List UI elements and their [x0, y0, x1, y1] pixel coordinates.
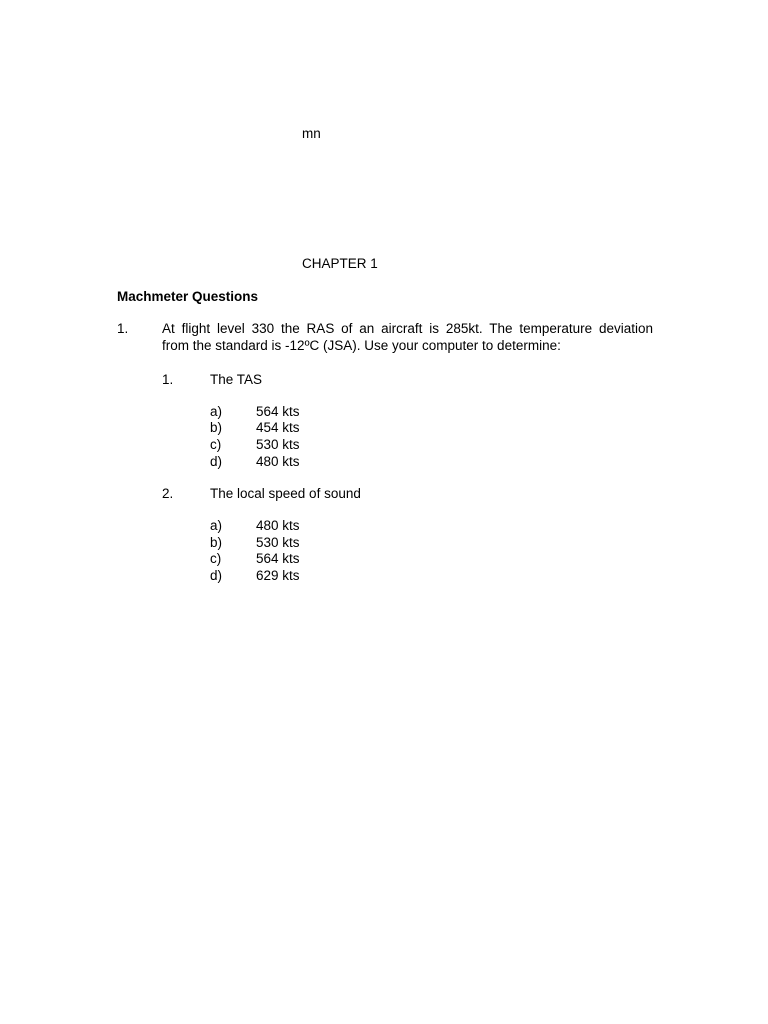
question-text-line: At flight level 330 the RAS of an aircraft is 285kt. The temperature deviation — [162, 321, 653, 336]
option-value: 454 kts — [256, 420, 300, 435]
option-value: 530 kts — [256, 437, 300, 452]
option-value: 480 kts — [256, 518, 300, 533]
option-letter: b) — [210, 535, 223, 550]
chapter-title: CHAPTER 1 — [302, 256, 378, 271]
option-letter: d) — [210, 568, 223, 583]
part-text: The local speed of sound — [210, 486, 361, 501]
option-letter: a) — [210, 404, 223, 419]
header-mark: mn — [302, 126, 321, 141]
option-value: 564 kts — [256, 404, 300, 419]
option-letter: b) — [210, 420, 223, 435]
section-title: Machmeter Questions — [117, 289, 259, 304]
option-value: 564 kts — [256, 551, 300, 566]
option-letter: c) — [210, 437, 222, 452]
option-value: 480 kts — [256, 454, 300, 469]
part-text: The TAS — [210, 372, 263, 387]
question-text — [162, 321, 653, 355]
option-letter: c) — [210, 551, 222, 566]
option-letter: a) — [210, 518, 223, 533]
option-value: 629 kts — [256, 568, 300, 583]
part-number: 1. — [162, 372, 174, 387]
question-text-line: from the standard is -12ºC (JSA). Use your computer to determine: — [162, 338, 561, 353]
option-value: 530 kts — [256, 535, 300, 550]
part-number: 2. — [162, 486, 174, 501]
question-number: 1. — [117, 321, 129, 336]
option-letter: d) — [210, 454, 223, 469]
